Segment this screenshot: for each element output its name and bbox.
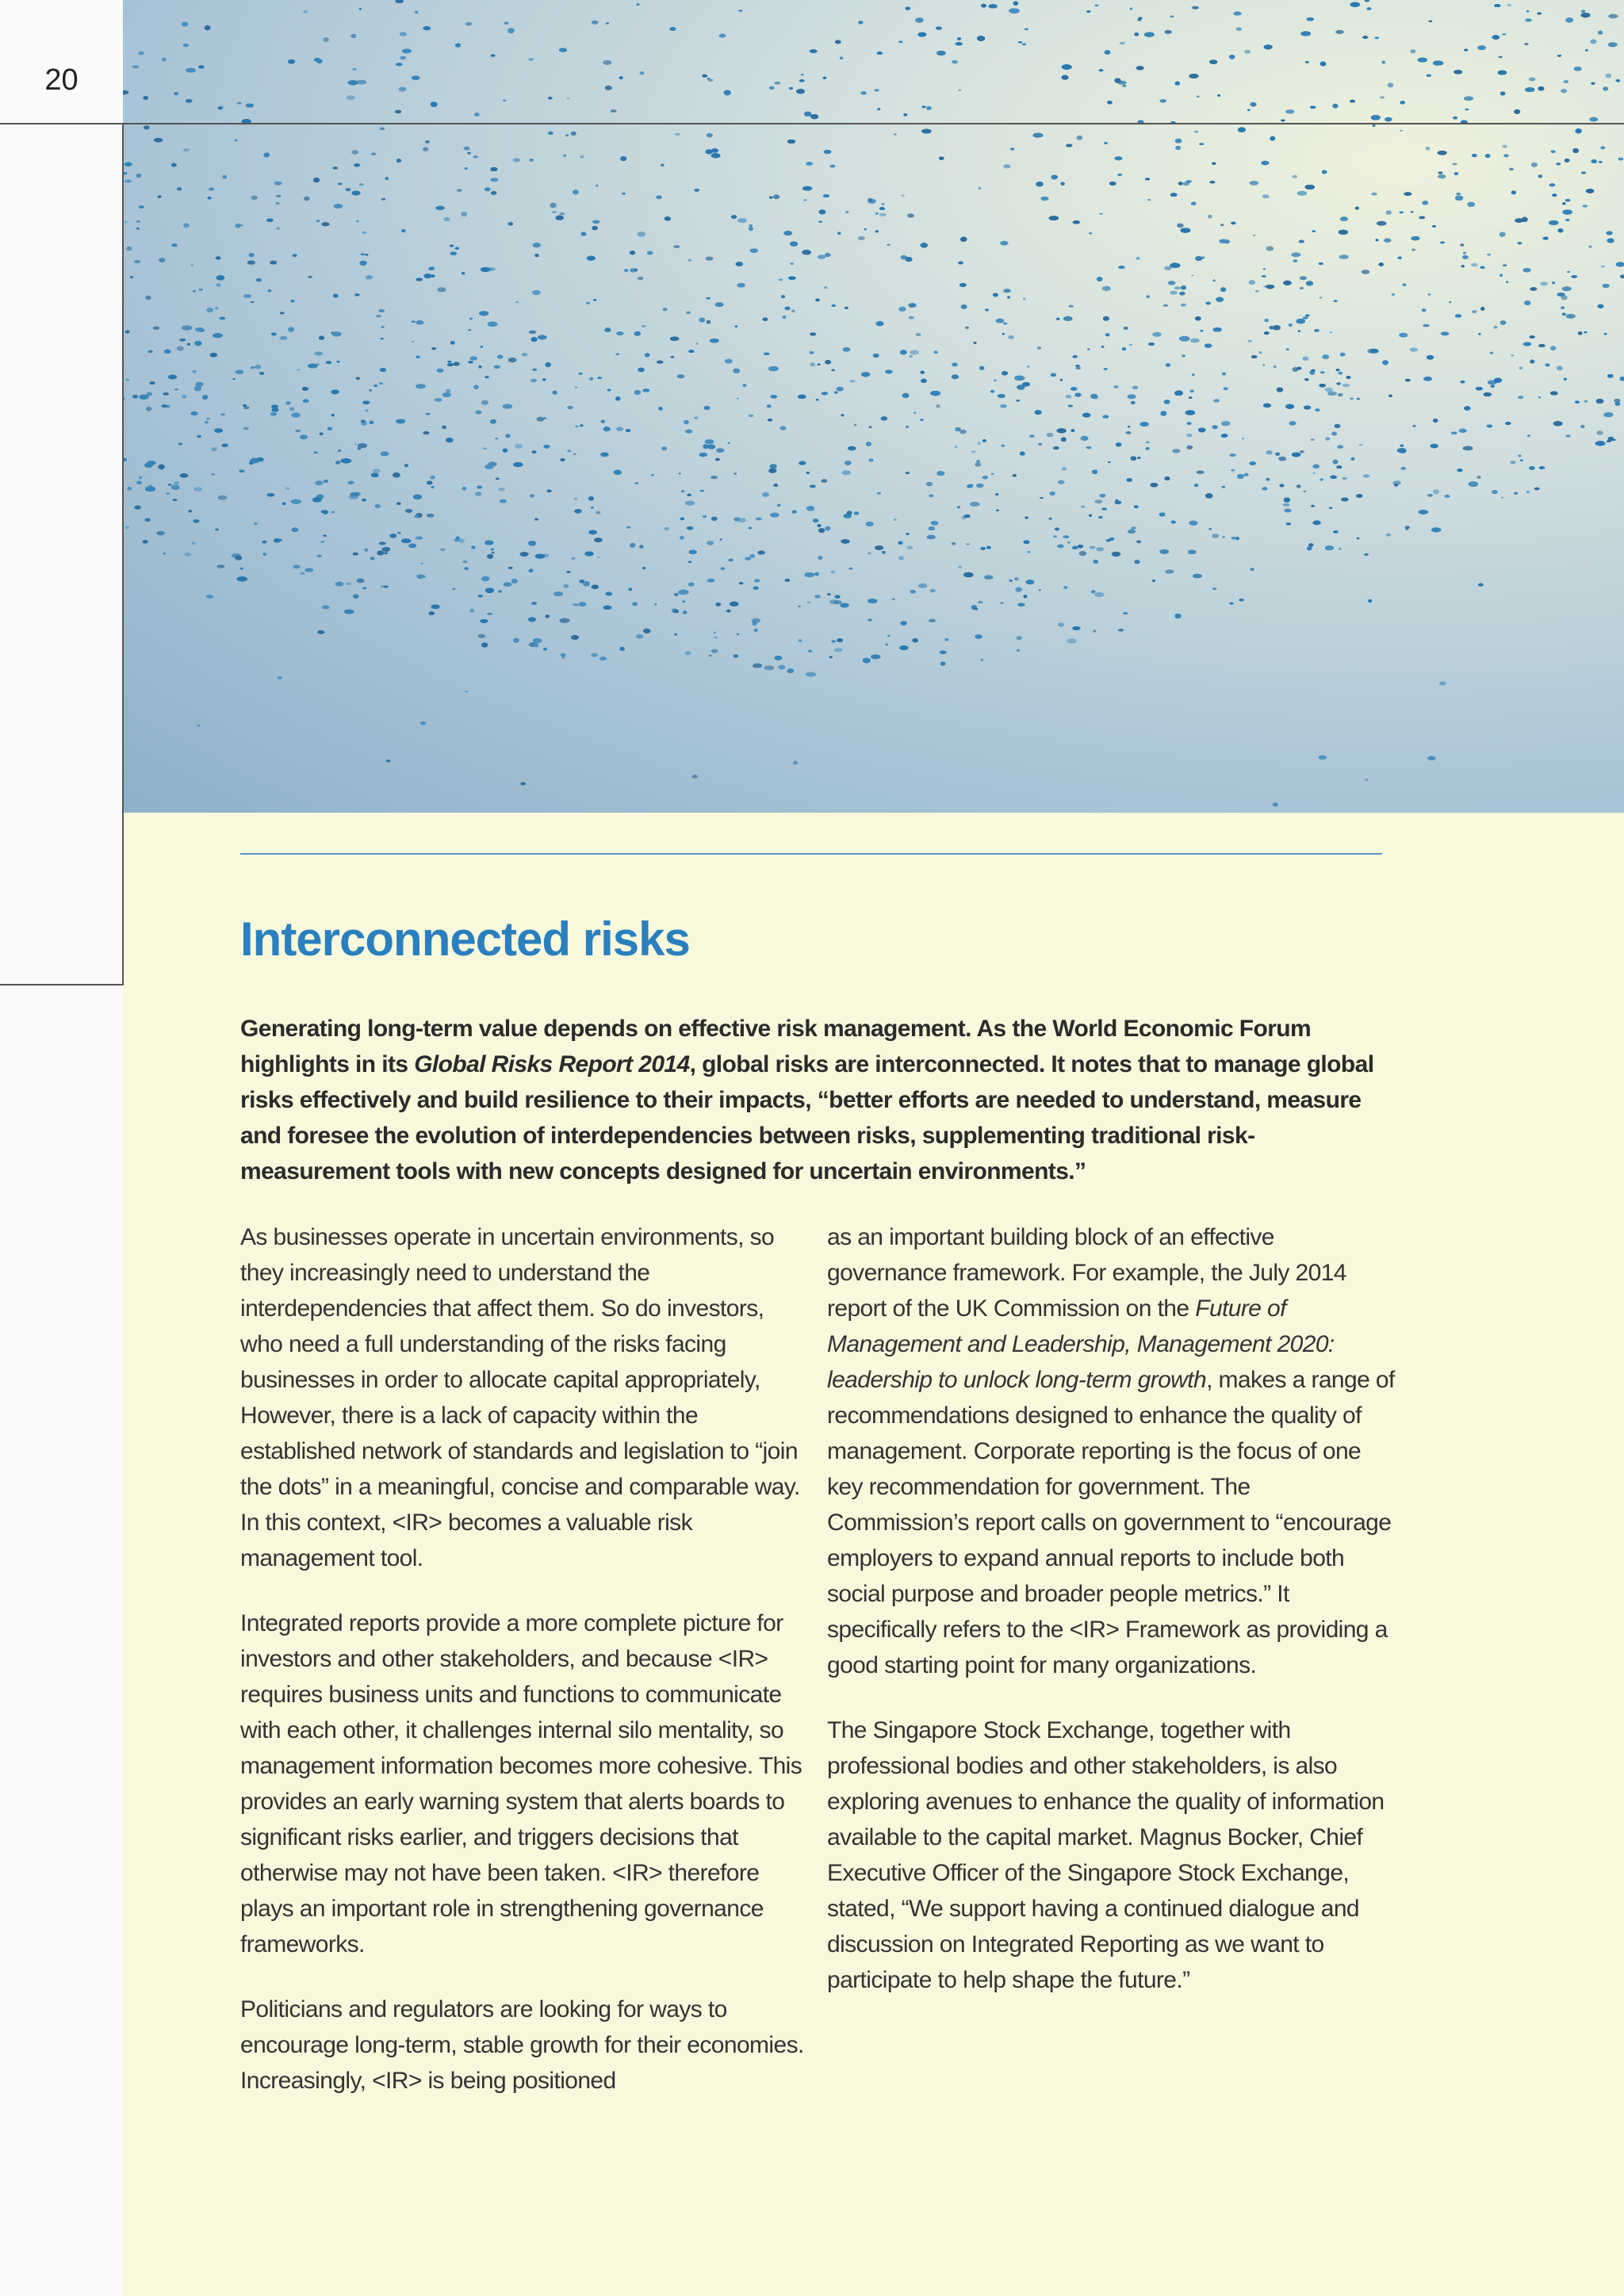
intro-text-part2: , global risks are interconnected. It notes that to manage global risks effectively and build resilience to their impacts, “better efforts are needed to understand, measure and foresee the evolution of interdependencies between risks, supplementing traditional risk-measurement tools with new concepts designed for uncertain environments.” [240,1051,1374,1184]
left-paragraph-3: Politicians and regulators are looking for ways to encourage long-term, stable growth for their economies. Increasingly, <IR> is being positioned [240,1996,804,2094]
right-column [827,1219,1398,2027]
right-paragraph-1 [827,1219,1398,1683]
article-heading: Interconnected risks [240,913,690,966]
right-paragraph-1-report-title: Future of Management and Leadership, Management 2020: leadership to unlock long-term growth [827,1295,1335,1393]
article-intro [240,1011,1390,1189]
intro-report-title: Global Risks Report 2014 [414,1051,690,1077]
page-number: 20 [44,63,79,97]
left-paragraph-1: As businesses operate in uncertain environments, so they increasingly need to understand the interdependencies that affect them. So do investors, who need a full understanding of the risks facing businesses in order to allocate capital appropriately, However, there is a lack of capacity within the established network of standards and legislation to “join the dots” in a meaningful, concise and comparable way. In this context, <IR> becomes a valuable risk management tool. [240,1224,800,1571]
right-paragraph-1-part2: , makes a range of recommendations designed to enhance the quality of management. Corporate reporting is the focus of one key recommendation for government. The Commission’s report calls on government to “encourage employers to expand annual reports to include both social purpose and broader people metrics.” It specifically refers to the <IR> Framework as providing a good starting point for many organizations. [827,1367,1395,1678]
right-paragraph-2: The Singapore Stock Exchange, together with professional bodies and other stakeholders, is also exploring avenues to enhance the quality of information available to the capital market. Magnus Bocker, Chief Executive Officer of the Singapore Stock Exchange, stated, “We support having a continued dialogue and discussion on Integrated Reporting as we want to participate to help shape the future.” [827,1717,1385,1993]
section-tab [0,124,124,985]
bird-flock-pattern [123,0,1624,813]
right-paragraph-1-part1: as an important building block of an effective governance framework. For example, the July 2014 report of the UK Commission on the [827,1224,1346,1322]
intro-text-part1: Generating long-term value depends on effective risk management. As the World Economic Forum highlights in its [240,1016,1312,1077]
left-paragraph-2: Integrated reports provide a more complete picture for investors and other stakeholders, and because <IR> requires business units and functions to communicate with each other, it challenges internal silo mentality, so management information becomes more cohesive. This provides an early warning system that alerts boards to significant risks earlier, and triggers decisions that otherwise may not have been taken. <IR> therefore plays an important role in strengthening governance frameworks. [240,1610,802,1957]
page-header-rule [0,123,1624,124]
left-column [240,1219,811,2128]
bird-flock-sky-image [123,0,1624,813]
article-divider [240,853,1382,855]
